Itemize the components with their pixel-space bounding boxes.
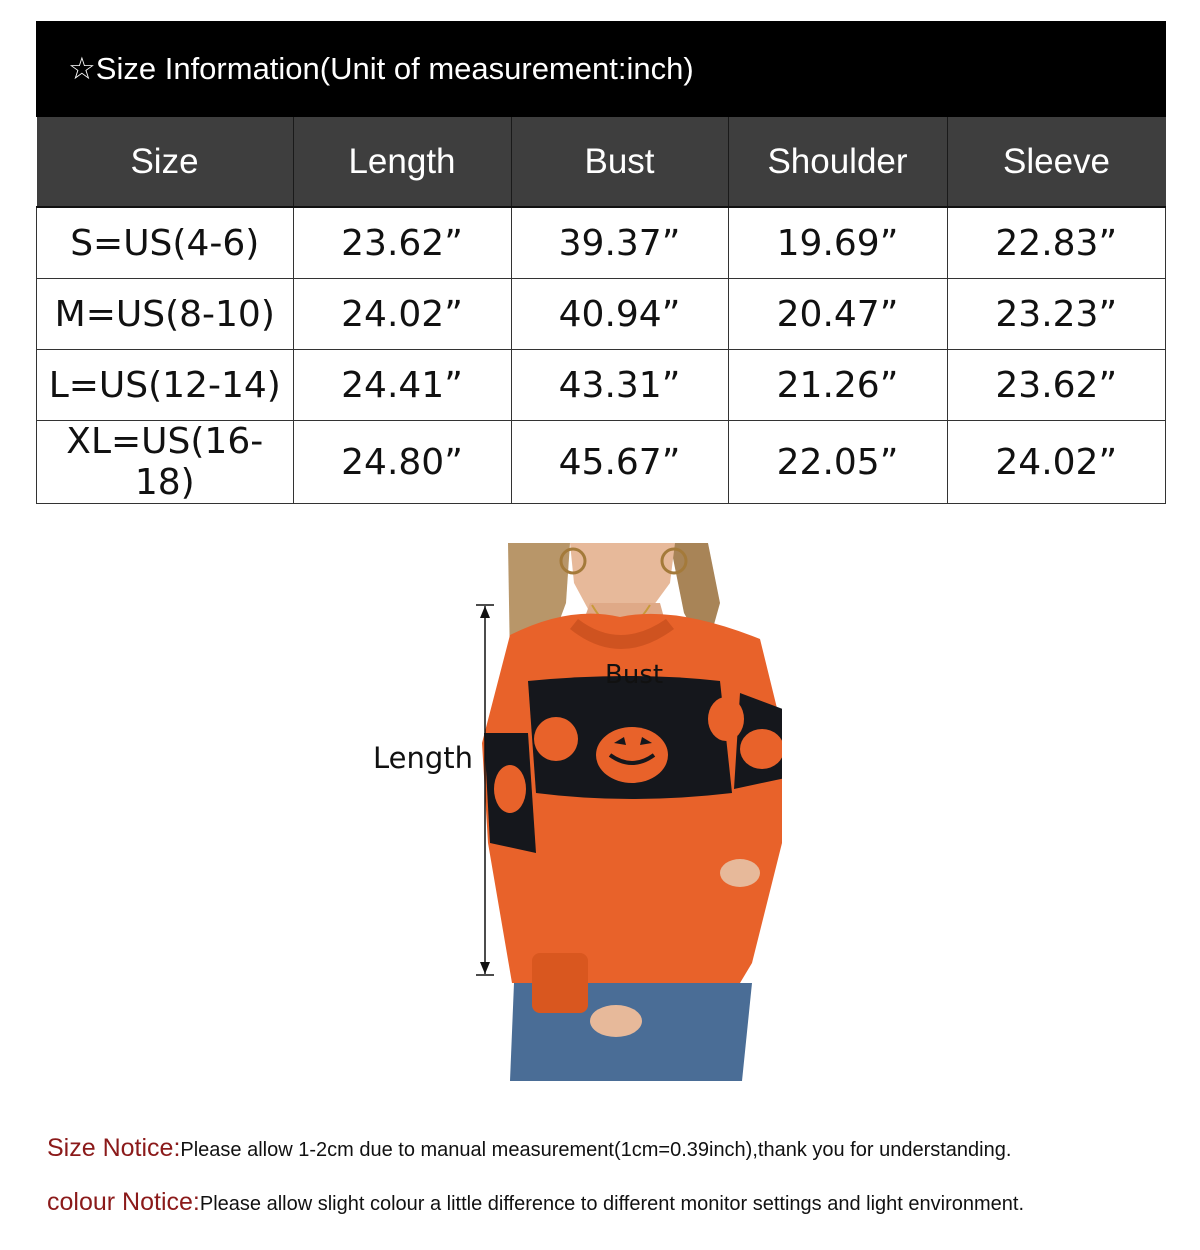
- size-notice-label: Size Notice:: [47, 1134, 181, 1162]
- cell-shoulder: 19.69”: [728, 207, 947, 279]
- cell-sleeve: 24.02”: [947, 421, 1166, 504]
- size-notice-text: Please allow 1-2cm due to manual measurement(1cm=0.39inch),thank you for understanding.: [180, 1139, 1012, 1161]
- hand-right: [720, 859, 760, 887]
- cell-sleeve: 23.23”: [947, 279, 1166, 350]
- table-header-row: [37, 117, 1166, 207]
- hand-left: [590, 1005, 642, 1037]
- table-row: [37, 350, 1166, 421]
- cuff-left: [532, 953, 588, 1013]
- cell-length: 24.41”: [293, 350, 511, 421]
- pumpkin-icon: [740, 729, 782, 769]
- cell-size: M=US(8-10): [37, 279, 294, 350]
- column-header-length: Length: [293, 117, 511, 207]
- cell-length: 23.62”: [293, 207, 511, 279]
- cell-size: S=US(4-6): [37, 207, 294, 279]
- sweater-illustration: [470, 543, 782, 1081]
- pumpkin-icon: [596, 727, 668, 783]
- pumpkin-icon: [708, 697, 744, 741]
- length-arrow: [476, 604, 494, 976]
- table-row: [37, 279, 1166, 350]
- pumpkin-icon: [534, 717, 578, 761]
- cell-length: 24.02”: [293, 279, 511, 350]
- cell-sleeve: 22.83”: [947, 207, 1166, 279]
- colour-notice-text: Please allow slight colour a little difference to different monitor settings and light environment.: [199, 1193, 1025, 1215]
- cell-shoulder: 22.05”: [728, 421, 947, 504]
- size-table: [36, 117, 1166, 504]
- column-header-sleeve: Sleeve: [947, 117, 1166, 207]
- bust-label: Bust: [605, 660, 664, 690]
- cell-length: 24.80”: [293, 421, 511, 504]
- star-icon: ☆: [68, 51, 96, 86]
- title-bar: [36, 21, 1166, 117]
- table-row: [37, 207, 1166, 279]
- cell-bust: 45.67”: [511, 421, 728, 504]
- page-title: [68, 21, 694, 117]
- cell-size: XL=US(16-18): [37, 421, 294, 504]
- column-header-bust: Bust: [511, 117, 728, 207]
- cell-size: L=US(12-14): [37, 350, 294, 421]
- colour-notice: [47, 1188, 1024, 1217]
- column-header-size: Size: [37, 117, 294, 207]
- cell-bust: 43.31”: [511, 350, 728, 421]
- product-photo: [470, 543, 782, 1081]
- length-label: Length: [373, 741, 474, 775]
- size-notice: [47, 1134, 1011, 1163]
- column-header-shoulder: Shoulder: [728, 117, 947, 207]
- colour-notice-label: colour Notice:: [47, 1188, 200, 1216]
- table-row: [37, 421, 1166, 504]
- cell-shoulder: 21.26”: [728, 350, 947, 421]
- title-label: Size Information(Unit of measurement:inch): [95, 51, 694, 86]
- cell-bust: 39.37”: [511, 207, 728, 279]
- cell-sleeve: 23.62”: [947, 350, 1166, 421]
- pumpkin-icon: [494, 765, 526, 813]
- cell-shoulder: 20.47”: [728, 279, 947, 350]
- cell-bust: 40.94”: [511, 279, 728, 350]
